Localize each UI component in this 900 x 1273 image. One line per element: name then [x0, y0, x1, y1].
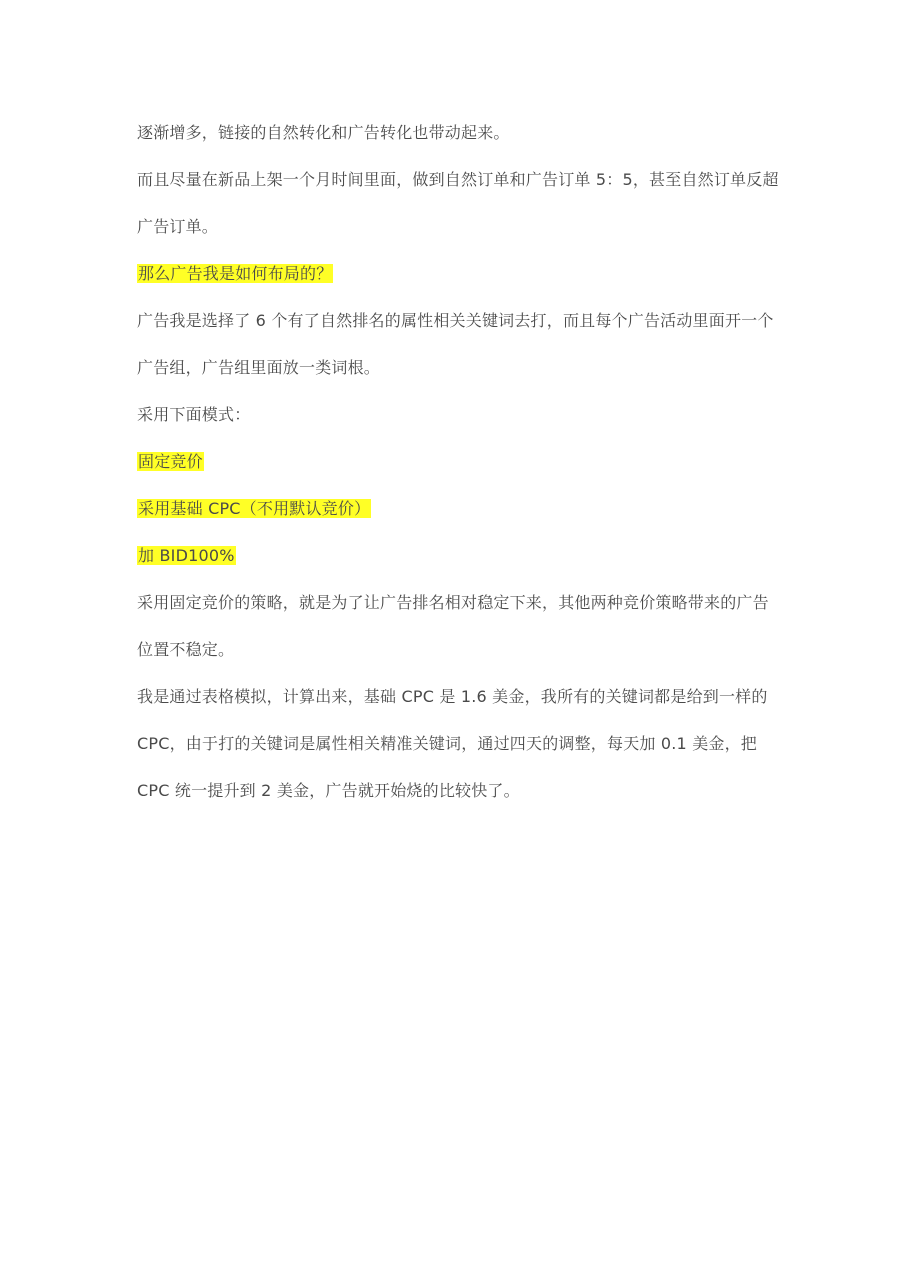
line-text: CPC 统一提升到 2 美金，广告就开始烧的比较快了。 [137, 781, 520, 800]
highlighted-item [137, 544, 236, 568]
highlighted-heading [137, 262, 333, 286]
highlighted-text: 固定竞价 [138, 452, 203, 471]
line-text: 而且尽量在新品上架一个月时间里面，做到自然订单和广告订单 5：5，甚至自然订单反超 [137, 170, 779, 189]
paragraph-line [137, 121, 510, 145]
paragraph-line [137, 779, 520, 803]
paragraph-line [137, 591, 769, 615]
line-text: 位置不稳定。 [137, 640, 235, 659]
paragraph-line [137, 168, 779, 192]
highlighted-item [137, 450, 204, 474]
line-text: 我是通过表格模拟，计算出来，基础 CPC 是 1.6 美金，我所有的关键词都是给到一样的 [137, 687, 768, 706]
line-text: 广告订单。 [137, 217, 219, 236]
paragraph-line [137, 356, 380, 380]
paragraph-line [137, 403, 250, 427]
highlighted-text: 加 BID100% [138, 546, 235, 565]
paragraph-line [137, 732, 757, 756]
paragraph-line [137, 309, 774, 333]
paragraph-line [137, 685, 768, 709]
highlighted-text: 那么广告我是如何布局的？ [138, 264, 333, 283]
line-text: 广告我是选择了 6 个有了自然排名的属性相关关键词去打，而且每个广告活动里面开一个 [137, 311, 774, 330]
line-text: 采用下面模式： [137, 405, 251, 424]
highlighted-text: 采用基础 CPC（不用默认竞价） [138, 499, 371, 518]
line-text: 逐渐增多，链接的自然转化和广告转化也带动起来。 [137, 123, 510, 142]
highlighted-item [137, 497, 371, 521]
line-text: 采用固定竞价的策略，就是为了让广告排名相对稳定下来，其他两种竞价策略带来的广告 [137, 593, 769, 612]
line-text: CPC，由于打的关键词是属性相关精准关键词，通过四天的调整，每天加 0.1 美金，把 [137, 734, 758, 753]
paragraph-line [137, 215, 218, 239]
paragraph-line [137, 638, 234, 662]
line-text: 广告组，广告组里面放一类词根。 [137, 358, 381, 377]
